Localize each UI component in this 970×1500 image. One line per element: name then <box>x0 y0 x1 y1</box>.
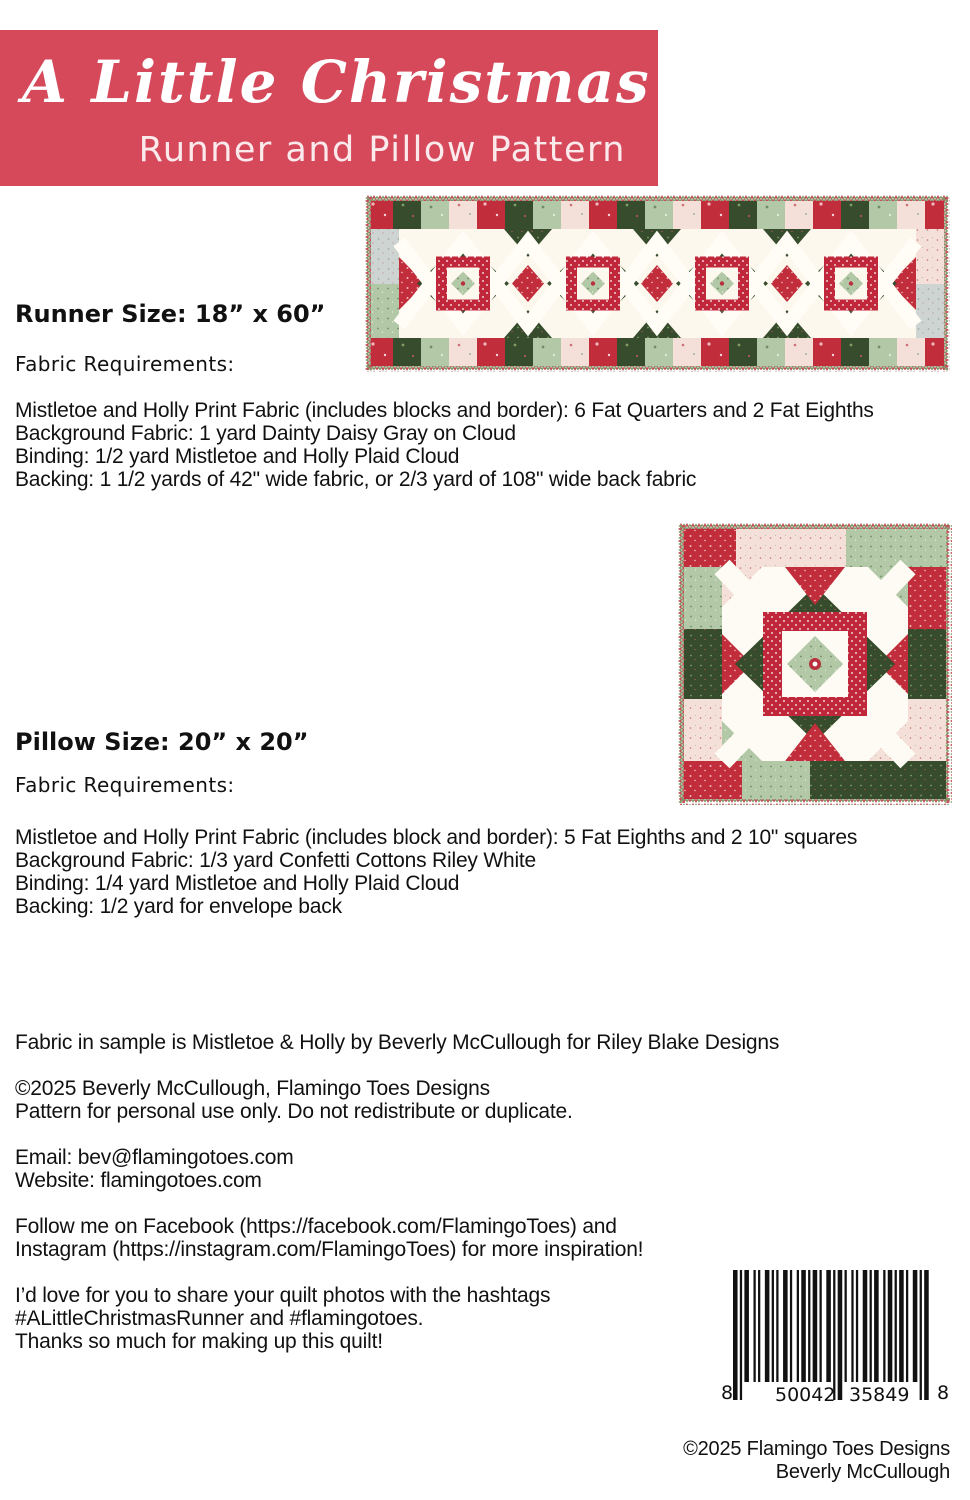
requirement-line: Backing: 1 1/2 yards of 42" wide fabric, or 2/3 yard of 108" wide back fabric <box>15 468 697 491</box>
requirement-line: Backing: 1/2 yard for envelope back <box>15 895 342 918</box>
pillow-size-heading: Pillow Size: 20” x 20” <box>15 728 309 756</box>
pillow-fabric-label: Fabric Requirements: <box>15 773 235 797</box>
facebook-line: Follow me on Facebook (https://facebook.com/FlamingoToes) and <box>15 1215 617 1238</box>
barcode-digit-right: 8 <box>937 1382 950 1404</box>
runner-size-heading: Runner Size: 18” x 60” <box>15 300 326 328</box>
email-line: Email: bev@flamingotoes.com <box>15 1146 294 1169</box>
hashtag-line: Thanks so much for making up this quilt! <box>15 1330 383 1353</box>
runner-fabric-label: Fabric Requirements: <box>15 352 235 376</box>
footer-line-author: Beverly McCullough <box>775 1461 950 1483</box>
runner-quilt-image <box>365 195 950 372</box>
usage-line: Pattern for personal use only. Do not redistribute or duplicate. <box>15 1100 573 1123</box>
instagram-line: Instagram (https://instagram.com/FlamingoToes) for more inspiration! <box>15 1238 644 1261</box>
runner-requirements <box>15 399 874 491</box>
requirement-line: Mistletoe and Holly Print Fabric (includes block and border): 5 Fat Eighths and 2 10" squares <box>15 826 858 849</box>
header-banner <box>0 30 658 186</box>
pillow-requirements <box>15 826 857 918</box>
requirement-line: Binding: 1/4 yard Mistletoe and Holly Plaid Cloud <box>15 872 460 895</box>
requirement-line: Binding: 1/2 yard Mistletoe and Holly Plaid Cloud <box>15 445 460 468</box>
footer-credit <box>683 1438 950 1484</box>
hashtag-line: I’d love for you to share your quilt photos with the hashtags <box>15 1284 551 1307</box>
copyright-line: ©2025 Beverly McCullough, Flamingo Toes Designs <box>15 1077 490 1100</box>
hashtag-line: #ALittleChristmasRunner and #flamingotoes. <box>15 1307 424 1330</box>
barcode-bars <box>727 1270 939 1402</box>
pattern-subtitle: Runner and Pillow Pattern <box>138 130 626 170</box>
website-line: Website: flamingotoes.com <box>15 1169 262 1192</box>
footer-line-company: ©2025 Flamingo Toes Designs <box>683 1438 950 1460</box>
requirement-line: Background Fabric: 1 yard Dainty Daisy Gray on Cloud <box>15 422 516 445</box>
fabric-note-line: Fabric in sample is Mistletoe & Holly by Beverly McCullough for Riley Blake Designs <box>15 1031 780 1054</box>
barcode-group-2: 35849 <box>849 1384 910 1406</box>
upc-barcode <box>719 1270 954 1426</box>
requirement-line: Mistletoe and Holly Print Fabric (includes blocks and border): 6 Fat Quarters and 2 Fat Eighths <box>15 399 874 422</box>
pattern-title: A Little Christmas <box>22 48 651 116</box>
credits-block <box>15 1008 779 1376</box>
pillow-quilt-image <box>678 523 952 805</box>
barcode-digit-left: 8 <box>721 1382 734 1404</box>
requirement-line: Background Fabric: 1/3 yard Confetti Cottons Riley White <box>15 849 537 872</box>
barcode-group-1: 50042 <box>775 1384 836 1406</box>
